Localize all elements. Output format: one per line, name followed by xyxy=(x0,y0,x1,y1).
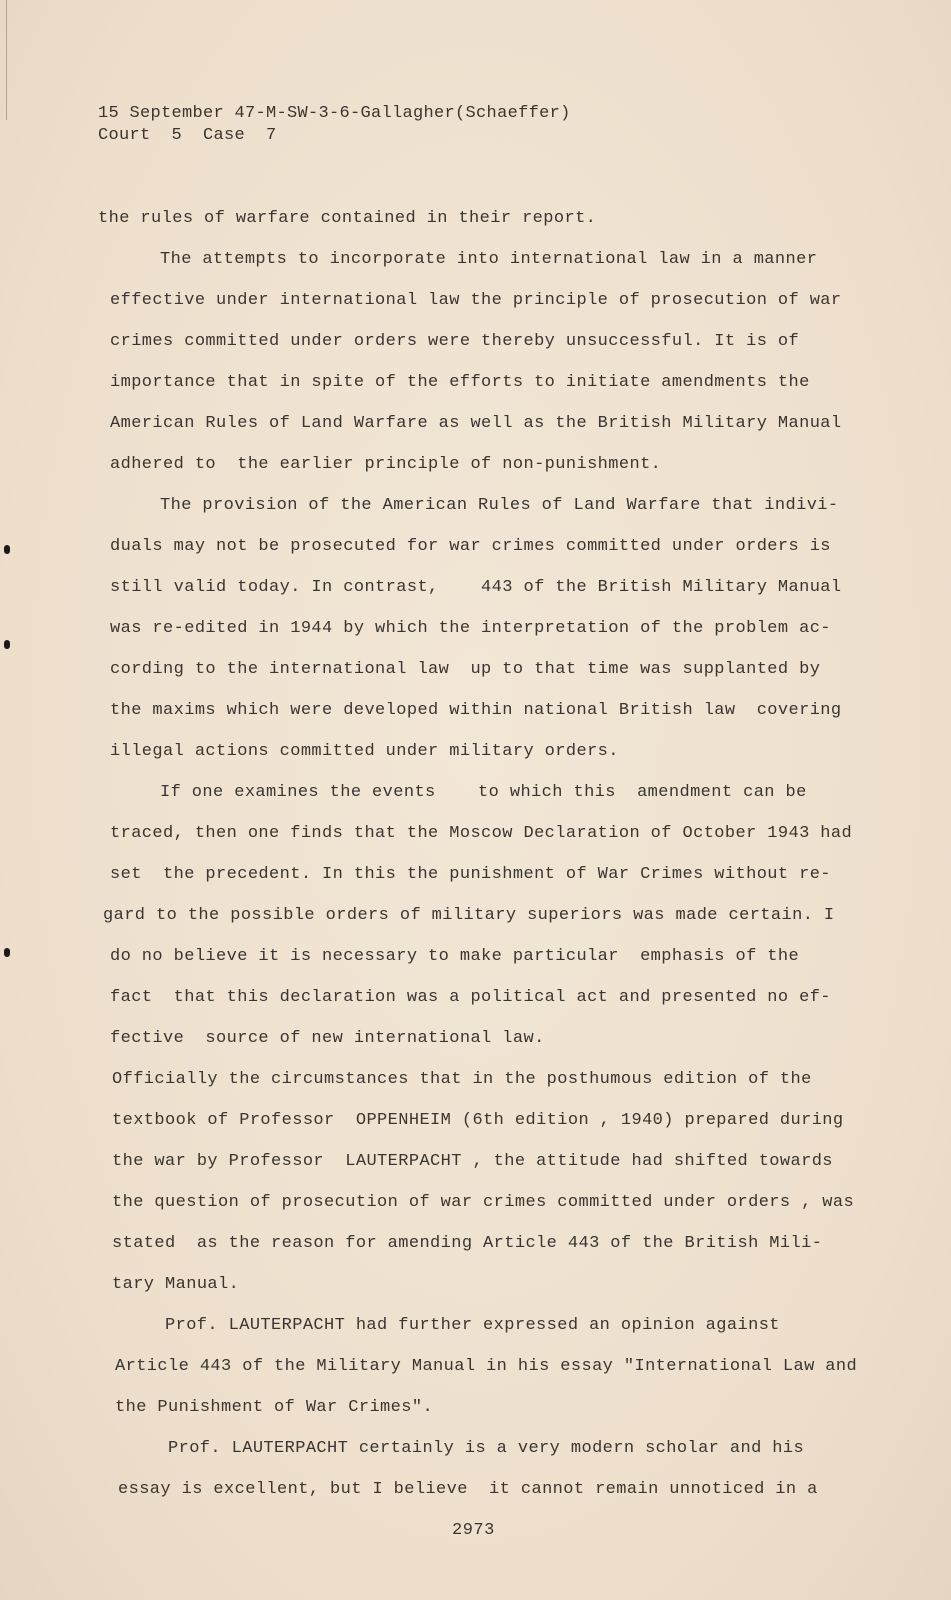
body-line: fact that this declaration was a political act and presented no ef- xyxy=(110,988,831,1007)
body-line: gard to the possible orders of military superiors was made certain. I xyxy=(103,906,835,925)
body-line: the war by Professor LAUTERPACHT , the attitude had shifted towards xyxy=(112,1152,833,1171)
body-line: fective source of new international law. xyxy=(110,1029,545,1048)
body-line: effective under international law the principle of prosecution of war xyxy=(110,291,842,310)
body-line: essay is excellent, but I believe it cannot remain unnoticed in a xyxy=(118,1480,818,1499)
page-number: 2973 xyxy=(452,1521,495,1540)
body-line: textbook of Professor OPPENHEIM (6th edition , 1940) prepared during xyxy=(112,1111,844,1130)
body-line: Prof. LAUTERPACHT had further expressed an opinion against xyxy=(165,1316,780,1335)
header-court-case: Court 5 Case 7 xyxy=(98,126,277,145)
body-line: traced, then one finds that the Moscow Declaration of October 1943 had xyxy=(110,824,853,843)
body-line: crimes committed under orders were thereby unsuccessful. It is of xyxy=(110,332,800,351)
body-line: was re-edited in 1944 by which the interpretation of the problem ac- xyxy=(110,619,831,638)
body-line: Article 443 of the Military Manual in his essay "International Law and xyxy=(115,1357,858,1376)
body-line: the Punishment of War Crimes". xyxy=(115,1398,434,1417)
body-line: stated as the reason for amending Article 443 of the British Mili- xyxy=(112,1234,823,1253)
body-line: Officially the circumstances that in the posthumous edition of the xyxy=(112,1070,812,1089)
body-line: tary Manual. xyxy=(112,1275,240,1294)
body-line: Prof. LAUTERPACHT certainly is a very modern scholar and his xyxy=(168,1439,805,1458)
body-line: The provision of the American Rules of Land Warfare that indivi- xyxy=(160,496,839,515)
body-line: cording to the international law up to that time was supplanted by xyxy=(110,660,821,679)
body-line: illegal actions committed under military orders. xyxy=(110,742,619,761)
body-line: duals may not be prosecuted for war crimes committed under orders is xyxy=(110,537,831,556)
body-line: American Rules of Land Warfare as well as the British Military Manual xyxy=(110,414,842,433)
body-line: still valid today. In contrast, 443 of the British Military Manual xyxy=(110,578,842,597)
header-date-reference: 15 September 47-M-SW-3-6-Gallagher(Schaeffer) xyxy=(98,104,571,123)
body-line: adhered to the earlier principle of non-punishment. xyxy=(110,455,662,474)
body-line: The attempts to incorporate into international law in a manner xyxy=(160,250,818,269)
body-line: If one examines the events to which this amendment can be xyxy=(160,783,807,802)
body-line: the question of prosecution of war crimes committed under orders , was xyxy=(112,1193,855,1212)
body-line: the maxims which were developed within national British law covering xyxy=(110,701,842,720)
body-line: importance that in spite of the efforts to initiate amendments the xyxy=(110,373,810,392)
body-line: the rules of warfare contained in their report. xyxy=(98,209,597,228)
body-line: do no believe it is necessary to make particular emphasis of the xyxy=(110,947,800,966)
body-line: set the precedent. In this the punishment of War Crimes without re- xyxy=(110,865,831,884)
